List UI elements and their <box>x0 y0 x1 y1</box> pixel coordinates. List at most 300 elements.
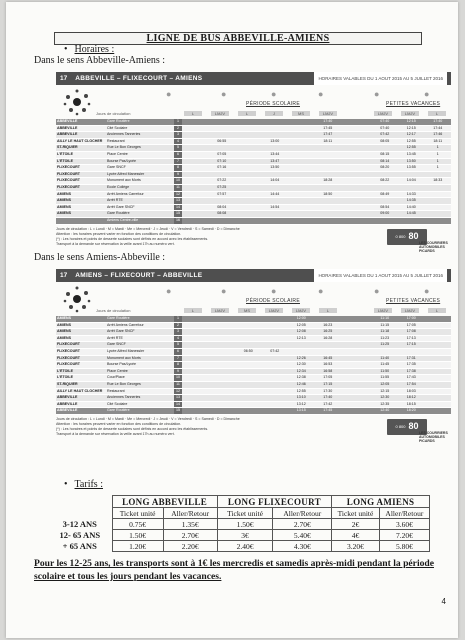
departure-time: 1 <box>425 158 452 165</box>
departure-time <box>372 145 399 152</box>
departure-time <box>315 217 342 224</box>
departure-time: 18:28 <box>315 178 342 185</box>
departure-time <box>341 184 368 191</box>
departure-time: 17:08 <box>398 329 425 336</box>
departure-time <box>235 342 262 349</box>
departure-time <box>341 381 368 388</box>
departure-time: 12:05 <box>288 322 315 329</box>
tarif-row <box>48 530 430 541</box>
departure-time: 12:30 <box>288 362 315 369</box>
departure-time: 11:45 <box>372 362 399 369</box>
day-code: MS <box>292 111 310 116</box>
timetable-abbeville-amiens <box>56 72 451 257</box>
departure-time: 16:25 <box>315 329 342 336</box>
dot-icon: ● <box>271 89 277 99</box>
departure-time <box>235 171 262 178</box>
stop-town: FLIXECOURT <box>56 348 106 355</box>
departure-time <box>182 322 209 329</box>
stop-number: 10 <box>174 375 182 382</box>
stop-number: 9 <box>174 171 182 178</box>
departure-time <box>182 165 209 172</box>
stop-name: Amiens Centre-ville <box>106 217 174 224</box>
departure-time: 07:40 <box>372 125 399 132</box>
brand-label: LES COURRIERS AUTOMOBILES PICARDS <box>419 430 448 443</box>
stop-name: Arrêt Gare SNCF <box>106 329 174 336</box>
departure-time: 13:10 <box>288 395 315 402</box>
day-code: LMJV <box>401 111 419 116</box>
departure-time <box>182 125 209 132</box>
departure-time <box>425 204 452 211</box>
departure-time <box>235 138 262 145</box>
tarif-group-amiens: LONG AMIENS <box>332 496 430 508</box>
departure-time <box>209 329 236 336</box>
departure-time <box>262 408 289 415</box>
departure-time: 1 <box>425 145 452 152</box>
timetable-row <box>56 198 451 205</box>
stop-name: Restaurant <box>106 388 174 395</box>
day-code: LMJV <box>211 308 229 313</box>
departure-time <box>182 401 209 408</box>
departure-time: 12:15 <box>398 125 425 132</box>
departure-time: 1 <box>425 151 452 158</box>
departure-time: 12:15 <box>398 119 425 125</box>
stop-town: FLIXECOURT <box>56 178 106 185</box>
stop-town: FLIXECOURT <box>56 362 106 369</box>
stop-town: L'ÉTOILE <box>56 375 106 382</box>
departure-time <box>341 348 368 355</box>
departure-time <box>209 375 236 382</box>
age-label: 3-12 ANS <box>48 519 112 530</box>
timetable-amiens-abbeville <box>56 269 451 447</box>
departure-time <box>372 348 399 355</box>
stop-town: FLIXECOURT <box>56 342 106 349</box>
departure-time <box>341 171 368 178</box>
day-code: MS <box>238 308 256 313</box>
stop-name: Bourse Pas/Lycée <box>106 362 174 369</box>
stop-town: AMIENS <box>56 335 106 342</box>
brand-label: LES COURRIERS AUTOMOBILES PICARDS <box>419 240 448 253</box>
departure-time <box>315 151 342 158</box>
departure-time <box>315 348 342 355</box>
tarif-cell: 1.50€ <box>217 519 273 530</box>
departure-time <box>262 381 289 388</box>
timetable-row <box>56 171 451 178</box>
route-band: 17 AMIENS – FLIXECOURT – ABBEVILLE HORAIRES VALABLES DU 1 AOUT 2015 AU 5 JUILLET 2016 <box>56 269 451 282</box>
departure-time <box>209 381 236 388</box>
stop-town: ABBEVILLE <box>56 119 106 125</box>
stop-number: 3 <box>174 329 182 336</box>
stop-name: Lycée Alfred Manessier <box>106 171 174 178</box>
departure-time: 08:54 <box>372 204 399 211</box>
age-label: + 65 ANS <box>48 541 112 552</box>
departure-time <box>341 151 368 158</box>
departure-time <box>315 171 342 178</box>
departure-time: 08:15 <box>372 151 399 158</box>
departure-time <box>341 145 368 152</box>
departure-time: 12:46 <box>288 381 315 388</box>
stop-number: 9 <box>174 368 182 375</box>
timetable-legend: Jours de circulation : L = Lundi · M = Mardi · Me = Mercredi · J = Jeudi · V = Vendredi · S = Samedi · D = Dimanche Attention : les horaires peuvent varier en fonction des conditions de circulation. (*) : Les horaires et points de desserte scolaires sont définis en accord avec les établissements. Transport à la demande sur réservation la veille avant 17h au numéro vert. 0 800 80 LES COURRIERS AUTOMOBILES PICARDS <box>56 416 448 443</box>
departure-time: 1 <box>425 165 452 172</box>
departure-time <box>425 348 452 355</box>
departure-time <box>209 368 236 375</box>
timetable-row <box>56 329 451 336</box>
departure-time <box>235 191 262 198</box>
tarif-cell: 4€ <box>332 530 380 541</box>
departure-time: 18:12 <box>398 395 425 402</box>
departure-time <box>341 322 368 329</box>
departure-time <box>262 322 289 329</box>
tarif-cell: 7.20€ <box>379 530 429 541</box>
departure-time: 17:35 <box>398 362 425 369</box>
departure-time: 18:11 <box>425 138 452 145</box>
timetable-row <box>56 375 451 382</box>
departure-time: 17:42 <box>315 401 342 408</box>
departure-time: 17:00 <box>398 316 425 322</box>
timetable <box>56 119 451 225</box>
stop-number: 13 <box>174 198 182 205</box>
departure-time <box>341 191 368 198</box>
departure-time: 09:00 <box>372 211 399 218</box>
departure-time <box>341 375 368 382</box>
departure-time <box>182 151 209 158</box>
dot-icon: ● <box>424 89 430 99</box>
departure-time: 11:23 <box>372 335 399 342</box>
timetable-row <box>56 191 451 198</box>
phone-badge: 0 800 80 <box>387 419 427 435</box>
departure-time <box>235 158 262 165</box>
departure-time <box>262 362 289 369</box>
timetable-row <box>56 355 451 362</box>
stop-name: Gare Routière <box>106 211 174 218</box>
departure-time <box>262 375 289 382</box>
day-code: L <box>428 111 446 116</box>
departure-time <box>235 401 262 408</box>
departure-time <box>262 184 289 191</box>
departure-time <box>182 362 209 369</box>
stop-name: Monument aux Morts <box>106 178 174 185</box>
departure-time: 07:16 <box>209 165 236 172</box>
departure-time: 12:55 <box>398 145 425 152</box>
departure-time: 08:05 <box>372 138 399 145</box>
departure-time <box>288 204 315 211</box>
departure-time <box>425 342 452 349</box>
departure-time <box>341 217 368 224</box>
tarif-cell: 2€ <box>332 519 380 530</box>
departure-time <box>182 138 209 145</box>
period-school-label: PÉRIODE SCOLAIRE <box>246 298 300 304</box>
departure-time <box>425 335 452 342</box>
timetable-row <box>56 132 451 139</box>
departure-time <box>372 217 399 224</box>
stop-name: Cité Scolaire <box>106 125 174 132</box>
departure-time <box>341 401 368 408</box>
dot-icon: ● <box>221 286 227 296</box>
departure-time: 07:25 <box>209 184 236 191</box>
departure-time <box>235 395 262 402</box>
departure-time: 13:45 <box>398 151 425 158</box>
departure-time <box>315 158 342 165</box>
departure-time <box>315 342 342 349</box>
departure-time <box>288 178 315 185</box>
dot-icon: ● <box>374 286 380 296</box>
departure-time: 16:58 <box>315 368 342 375</box>
youth-fare-note: Pour les 12-25 ans, les transports sont à 1€ les mercredis et samedis après-midi pendant la période scolaire et tous les jours pendant les vacances. <box>34 558 434 582</box>
departure-time: 07:42 <box>262 348 289 355</box>
departure-time <box>235 375 262 382</box>
departure-time: 11:10 <box>372 316 399 322</box>
departure-time: 18:20 <box>398 408 425 415</box>
tarif-cell: 5.80€ <box>379 541 429 552</box>
day-code: J <box>265 111 283 116</box>
departure-time: 08:14 <box>372 158 399 165</box>
timetable-row <box>56 125 451 132</box>
departure-time <box>262 342 289 349</box>
stop-number: 7 <box>174 355 182 362</box>
timetable-row <box>56 362 451 369</box>
departure-time <box>209 322 236 329</box>
day-code: LMJV <box>211 111 229 116</box>
departure-time: 16:53 <box>315 362 342 369</box>
timetable-row <box>56 211 451 218</box>
departure-time <box>235 381 262 388</box>
departure-time <box>425 401 452 408</box>
stop-name: Arrêt Amiens Carrefour <box>106 322 174 329</box>
departure-time <box>288 138 315 145</box>
departure-time <box>209 132 236 139</box>
departure-time: 17:13 <box>398 335 425 342</box>
departure-time <box>398 348 425 355</box>
phone-badge: 0 800 80 <box>387 229 427 245</box>
departure-time: 13:12 <box>288 401 315 408</box>
stop-name: Anciennes Tanneries <box>106 395 174 402</box>
departure-time: 06:50 <box>235 348 262 355</box>
tarif-subheader: Aller/Retour <box>163 508 217 519</box>
departure-time <box>341 125 368 132</box>
departure-time <box>209 362 236 369</box>
departure-time: 14:35 <box>398 198 425 205</box>
stop-town: ST-RIQUIER <box>56 381 106 388</box>
departure-time: 12:00 <box>288 316 315 322</box>
departure-time <box>262 217 289 224</box>
tarif-cell: 1.35€ <box>163 519 217 530</box>
page-number: 4 <box>441 597 446 606</box>
stop-number: 14 <box>174 204 182 211</box>
stop-number: 1 <box>174 316 182 322</box>
departure-time: 12:35 <box>372 401 399 408</box>
departure-time <box>262 335 289 342</box>
departure-time: 08:22 <box>372 178 399 185</box>
departure-time <box>182 388 209 395</box>
departure-time <box>425 191 452 198</box>
departure-time: 08:08 <box>209 211 236 218</box>
stop-town: ABBEVILLE <box>56 401 106 408</box>
departure-time <box>341 329 368 336</box>
departure-time: 16:45 <box>315 355 342 362</box>
departure-time <box>209 171 236 178</box>
route-band: 17 ABBEVILLE – FLIXECOURT – AMIENS HORAIRES VALABLES DU 1 AOUT 2015 AU 5 JUILLET 2016 <box>56 72 451 85</box>
tarif-cell: 1.20€ <box>112 541 163 552</box>
departure-time: 16:28 <box>315 335 342 342</box>
stop-name: Rue Le Bon Georges <box>106 381 174 388</box>
departure-time <box>288 132 315 139</box>
departure-time <box>209 145 236 152</box>
departure-time <box>341 335 368 342</box>
departure-time: 13:50 <box>262 165 289 172</box>
stop-town: L'ÉTOILE <box>56 368 106 375</box>
departure-time: 11:40 <box>372 355 399 362</box>
departure-time: 17:15 <box>398 342 425 349</box>
departure-time <box>182 191 209 198</box>
document-page <box>6 2 458 638</box>
stop-name: Place Centre <box>106 151 174 158</box>
departure-time <box>235 362 262 369</box>
departure-time <box>425 171 452 178</box>
departure-time <box>235 408 262 415</box>
departure-time <box>235 132 262 139</box>
stop-name: Ecole Collège <box>106 184 174 191</box>
tarif-cell: 1.50€ <box>112 530 163 541</box>
stop-number: 2 <box>174 125 182 132</box>
timetable-row <box>56 204 451 211</box>
departure-time <box>425 211 452 218</box>
departure-time <box>235 165 262 172</box>
stop-number: 1 <box>174 119 182 125</box>
stop-town: ABBEVILLE <box>56 395 106 402</box>
stop-number: 12 <box>174 388 182 395</box>
stop-number: 6 <box>174 348 182 355</box>
departure-time <box>262 388 289 395</box>
tarif-cell: 3€ <box>217 530 273 541</box>
departure-time: 14:54 <box>262 204 289 211</box>
days-row: Jours de circulation L LMJV MS LMJV LMJV L LMJV LMJV L <box>56 308 451 314</box>
dot-icon: ● <box>166 89 172 99</box>
departure-time <box>235 329 262 336</box>
departure-time: 17:38 <box>398 368 425 375</box>
departure-time <box>182 145 209 152</box>
departure-time: 17:44 <box>425 125 452 132</box>
departure-time <box>288 151 315 158</box>
departure-time: 12:15 <box>372 388 399 395</box>
stop-number: 14 <box>174 401 182 408</box>
stop-number: 11 <box>174 184 182 191</box>
departure-time <box>182 355 209 362</box>
timetable-row <box>56 335 451 342</box>
stop-town: AMIENS <box>56 322 106 329</box>
stop-town: AILLY LE HAUT CLOCHER <box>56 388 106 395</box>
departure-time <box>341 158 368 165</box>
departure-time: 07:22 <box>209 178 236 185</box>
period-holiday-label: PETITES VACANCES <box>386 298 441 304</box>
stop-name: Bourse Pas/Lycée <box>106 158 174 165</box>
departure-time: 11:15 <box>372 322 399 329</box>
stop-town: AMIENS <box>56 316 106 322</box>
departure-time <box>315 211 342 218</box>
departure-time: 18:15 <box>398 401 425 408</box>
timetable-row <box>56 401 451 408</box>
departure-time: 07:10 <box>209 158 236 165</box>
stop-name: Gare SNCF <box>106 342 174 349</box>
departure-time <box>425 198 452 205</box>
age-label: 12- 65 ANS <box>48 530 112 541</box>
tarif-subheader: Ticket unité <box>112 508 163 519</box>
departure-time: 13:55 <box>398 165 425 172</box>
stop-name: Gare Routière <box>106 408 174 415</box>
tarif-cell: 5.40€ <box>273 530 332 541</box>
stop-number: 16 <box>174 217 182 224</box>
departure-time: 12:55 <box>398 138 425 145</box>
departure-time <box>209 342 236 349</box>
period-school-label: PÉRIODE SCOLAIRE <box>246 101 300 107</box>
stop-name: Gare Routière <box>106 119 174 125</box>
departure-time: 18:50 <box>315 191 342 198</box>
departure-time: 17:43 <box>398 375 425 382</box>
stop-number: 7 <box>174 158 182 165</box>
stop-number: 8 <box>174 165 182 172</box>
departure-time: 14:44 <box>262 191 289 198</box>
tarif-row <box>48 519 430 530</box>
departure-time: 07:57 <box>209 191 236 198</box>
departure-time <box>182 329 209 336</box>
departure-time <box>425 368 452 375</box>
departure-time <box>182 211 209 218</box>
timetable-row <box>56 165 451 172</box>
day-code: L <box>184 111 202 116</box>
departure-time <box>372 198 399 205</box>
departure-time <box>341 204 368 211</box>
departure-time <box>262 401 289 408</box>
dot-icon: ● <box>318 286 324 296</box>
departure-time <box>372 171 399 178</box>
stop-name: Monument aux Morts <box>106 355 174 362</box>
stop-name: Gare Routière <box>106 316 174 322</box>
departure-time: 13:47 <box>262 158 289 165</box>
stop-number: 15 <box>174 408 182 415</box>
tarifs-heading: • Tarifs : <box>64 479 103 490</box>
departure-time <box>209 401 236 408</box>
departure-time <box>262 125 289 132</box>
departure-time <box>262 132 289 139</box>
departure-time: 18:11 <box>315 138 342 145</box>
stop-number: 3 <box>174 132 182 139</box>
tarif-cell: 4.30€ <box>273 541 332 552</box>
departure-time <box>262 355 289 362</box>
tarif-cell: 0.75€ <box>112 519 163 530</box>
timetable-row <box>56 395 451 402</box>
departure-time: 06:55 <box>209 138 236 145</box>
departure-time: 12:55 <box>288 388 315 395</box>
tarif-cell: 2.20€ <box>163 541 217 552</box>
departure-time <box>235 368 262 375</box>
departure-time <box>341 178 368 185</box>
stop-town: ST-RIQUIER <box>56 145 106 152</box>
departure-time <box>315 184 342 191</box>
stop-number: 12 <box>174 191 182 198</box>
departure-time <box>341 408 368 415</box>
departure-time: 12:13 <box>288 335 315 342</box>
departure-time <box>182 375 209 382</box>
timetable-row <box>56 381 451 388</box>
departure-time <box>288 191 315 198</box>
departure-time <box>425 408 452 415</box>
departure-time: 14:04 <box>262 178 289 185</box>
stop-town: ABBEVILLE <box>56 125 106 132</box>
stop-name: Place Centre <box>106 368 174 375</box>
timetable <box>56 316 451 415</box>
timetable-row <box>56 388 451 395</box>
stop-name: Arrêt RTE <box>106 198 174 205</box>
departure-time <box>341 355 368 362</box>
